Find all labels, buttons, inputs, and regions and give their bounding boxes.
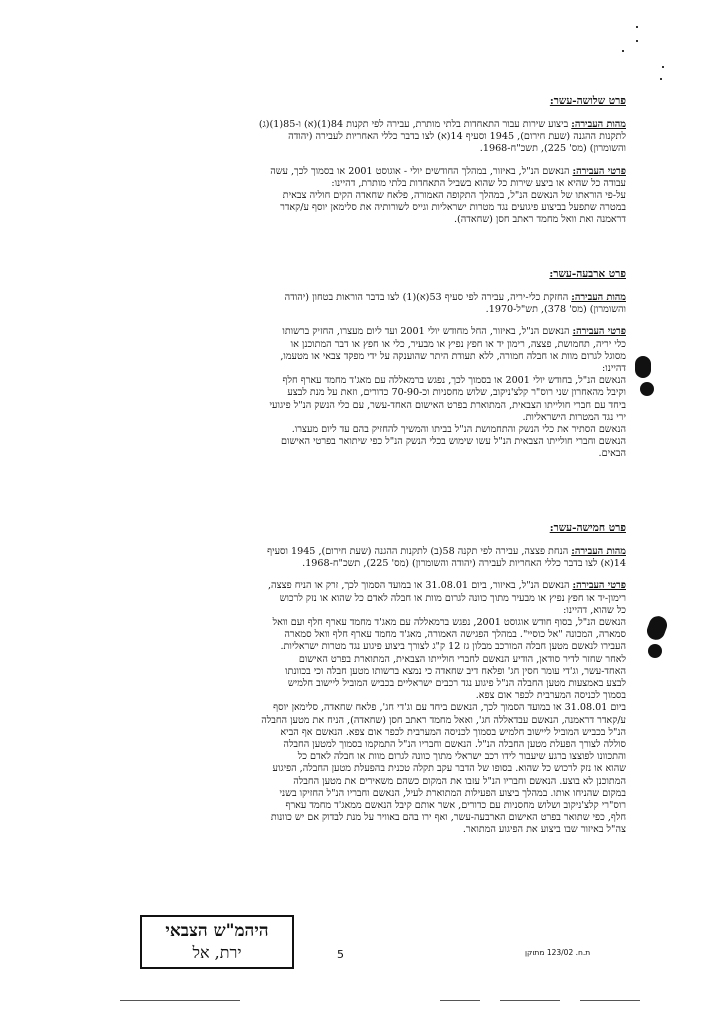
offense-details-paragraph: פרטי העבירה: הנאשם הנ"ל, באיזור, במהלך החודשים יולי - אוגוסט 2001 או בסמוך לכך, עשה עבודה כל שהיא או ביצע שירות כל שהוא בשביל התאחדות בלתי מותרת, דהיינו: על-פי הוראתו של הנאשם הנ"ל, במהלך התקופה האמורה, פלאח שחאדה הקים חוליה צבאית במטרה שתפעל בביצוע פיגועים נגד מטרות ישראליות וגייס לשורותיה את סלימאן יוסף ע/קאדר דראמנה ואת וואל מחמד ראתב חסן (שחאדה). — [270, 165, 626, 226]
offense-details-paragraph: פרטי העבירה: הנאשם הנ"ל, באיזור, ביום 31.08.01 או במועד הסמוך לכך, זרק או הניח פצצה, רימון-יד או חפץ נפיץ או מבעיר מתוך כוונה לגרום מוות או חבלה לאדם כל שהוא או נזק לרכוש כל שהוא, דהיינו: הנאשם הנ"ל, בסוף חודש אוגוסט 2001, נפגש ברמאללה עם מאג'ד מחמד עארף חלף ועם וואל סמארה, המכונה "אל כוסיי". במהלך הפגישה האמורה, מאג'ד מחמד עארף חלף וואל סמארה העבירו לנאשם מטען חבלה המורכב מבלון גז 12 ק"ג לצורך ביצוע פיגוע נגד מטרות ישראליות. לאחר שחזר לדיר סודאן, הודיע הנאשם לחברי חולייתו הצבאית, המתוארת בפרט האישום האחד-עשר, וג'די עומר חסין חג' ופלאח דיב שחאדה כי נמצא ברשותו מטען חבלה וכי בכוונתו לבצע באמצעות מטען החבלה הנ"ל פיגוע נגד רכבים ישראליים בכביש המוביל ליישוב חלמיש בסמוך לכניסה המערבית לכפר אום צפא. ביום 31.08.01 או במועד הסמוך לכך, הנאשם ביחד עם וג'די חג', פלאח שחאדה, סלימאן יוסף ע/קאדר דראמנה, הנאשם עבדאללה חג', ואאל מחמד ראתב חסן (שחאדה), הניח את מטען החבלה הנ"ל בכביש המוביל ליישוב חלמיש בסמוך לכניסה המערבית לכפר אום צפא. הנאשם אף הביא סוללה לצורך הפעלת מטען החבלה הנ"ל. הנאשם וחבריו הנ"ל התמקמו בסמוך למטען החבלה והתכוונו לפוצצו ברגע שיעבור לידו רכב ישראלי מתוך כוונה לגרום מוות או חבלה לאדם כל שהוא או נזק לרכוש כל שהוא. בסופו של הדבר עקב תקלה טכנית בהפעלת מטען החבלה, הפיגוע המתוכנן לא בוצע. הנאשם וחבריו הנ"ל עזבו את המקום כשהם משאירים את מטען החבלה במקום שהניחו אותו. במהלך ביצוע הפעילות המתוארת לעיל, הנאשם וחבריו הנ"ל החזיקו בשני רוס"רי קלצ'ניקוב ושלוש מחסניות עם כדורים, אשר אותם קיבל הנאשם ממאג'ד מחמד עארף חלף, כפי שתואר בפרט האישום הארבעה-עשר, ואף ירו בהם באוויר על מנת לבדוק אם יש כוונות צה"ל באיזור שבו ביצוע את הפיגוע המתואר. — [261, 580, 626, 836]
case-reference: ת.ח. 123/02 מתוקן — [525, 948, 591, 957]
paragraph-label: מהות העבירה: — [571, 119, 626, 130]
page-number: 5 — [337, 948, 344, 961]
paragraph-label: פרטי העבירה: — [572, 165, 626, 177]
scan-speck — [622, 50, 624, 52]
punch-hole-mark — [640, 382, 654, 396]
section-heading: פרט ארבעה-עשר: — [549, 268, 626, 280]
stamp-subtitle: ירת, אל — [192, 943, 242, 962]
offense-nature-paragraph: מהות העבירה: החזקת כלי-יריה, עבירה לפי סעיף 53(א)(1) לצו בדבר הוראות בטחון (יהודה והשומרון) (מס' 378), תש"ל-1970. — [284, 292, 626, 316]
scan-speck — [636, 26, 638, 28]
section-heading: פרט חמישה-עשר: — [549, 522, 626, 534]
punch-hole-mark — [635, 356, 651, 378]
bottom-rule — [500, 1000, 560, 1001]
bottom-rule — [440, 1000, 480, 1001]
bottom-rule — [580, 1000, 640, 1001]
punch-hole-mark — [648, 644, 662, 658]
punch-hole-mark — [644, 614, 669, 643]
scan-speck — [660, 78, 662, 80]
bottom-rule — [120, 1000, 240, 1001]
section-14 — [114, 268, 626, 471]
offense-nature-paragraph: מהות העבירה: הנחת פצצה, עבירה לפי תקנה 58(ב) לתקנות ההגנה (שעת חירום), 1945 וסעיף 14(א) לצו בדבר כללי האחריות לעבירה (יהודה והשומרון) (מס' 225), תשכ"ח-1968. — [267, 546, 626, 570]
offense-nature-paragraph: מהות העבירה: ביצוע שירות עבור התאחדות בלתי מותרת, עבירה לפי תקנות 84(1)(א) ו-85(1)(ג) לתקנות ההגנה (שעת חירום), 1945 וסעיף 14(א) לצו בדבר כללי האחריות לעבירה (יהודה והשומרון) (מס' 225), תשכ"ח-1968. — [258, 119, 626, 155]
section-13 — [114, 95, 626, 237]
paragraph-label: פרטי העבירה: — [572, 326, 626, 338]
stamp-title: היהמ"ש הצבאי — [165, 921, 269, 941]
paragraph-label: פרטי העבירה: — [572, 580, 626, 592]
offense-details-paragraph: פרטי העבירה: הנאשם הנ"ל, באיזור, החל מחודש יולי 2001 ועד ליום מעצרו, החזיק ברשותו כלי יריה, תחמושת, פצצה, רימון יד או חפץ נפיץ או מבעיר, כלי או חפץ או דבר המתוכנן או מסוגל לגרום מוות או חבלה חמורה, ללא תעודת היתר שהוענקה על ידי מפקד צבאי או מטעמו, דהיינו: הנאשם הנ"ל, בחודש יולי 2001 או בסמוך לכך, נפגש ברמאללה עם מאג'ד מחמד עארף חלף וקיבל מהאחרון שני רוס"ר קלצ'ניקוב, שלוש מחסניות וכ-70-90 כדורים, וזאת על מנת לבצע ביחד עם חברי חולייתו הצבאית, המתוארת בפרט האישום האחד-עשר, עם כלי הנשק הנ"ל פיגועי ירי נגד המטרות הישראליות. הנאשם הסתיר את כלי הנשק והתחמושת הנ"ל בביתו והמשיך להחזיק בהם עד ליום מעצרו. הנאשם וחברי חולייתו הצבאית הנ"ל עשו שימוש בכלי הנשק הנ"ל כפי שיתואר בפרטי האישום הבאים. — [269, 326, 626, 460]
paragraph-label: מהות העבירה: — [571, 546, 626, 557]
section-heading: פרט שלושה-עשר: — [549, 95, 626, 107]
scan-speck — [662, 66, 664, 68]
court-stamp — [140, 915, 294, 969]
scan-speck — [636, 40, 638, 42]
section-15 — [114, 522, 626, 847]
paragraph-label: מהות העבירה: — [571, 292, 626, 303]
